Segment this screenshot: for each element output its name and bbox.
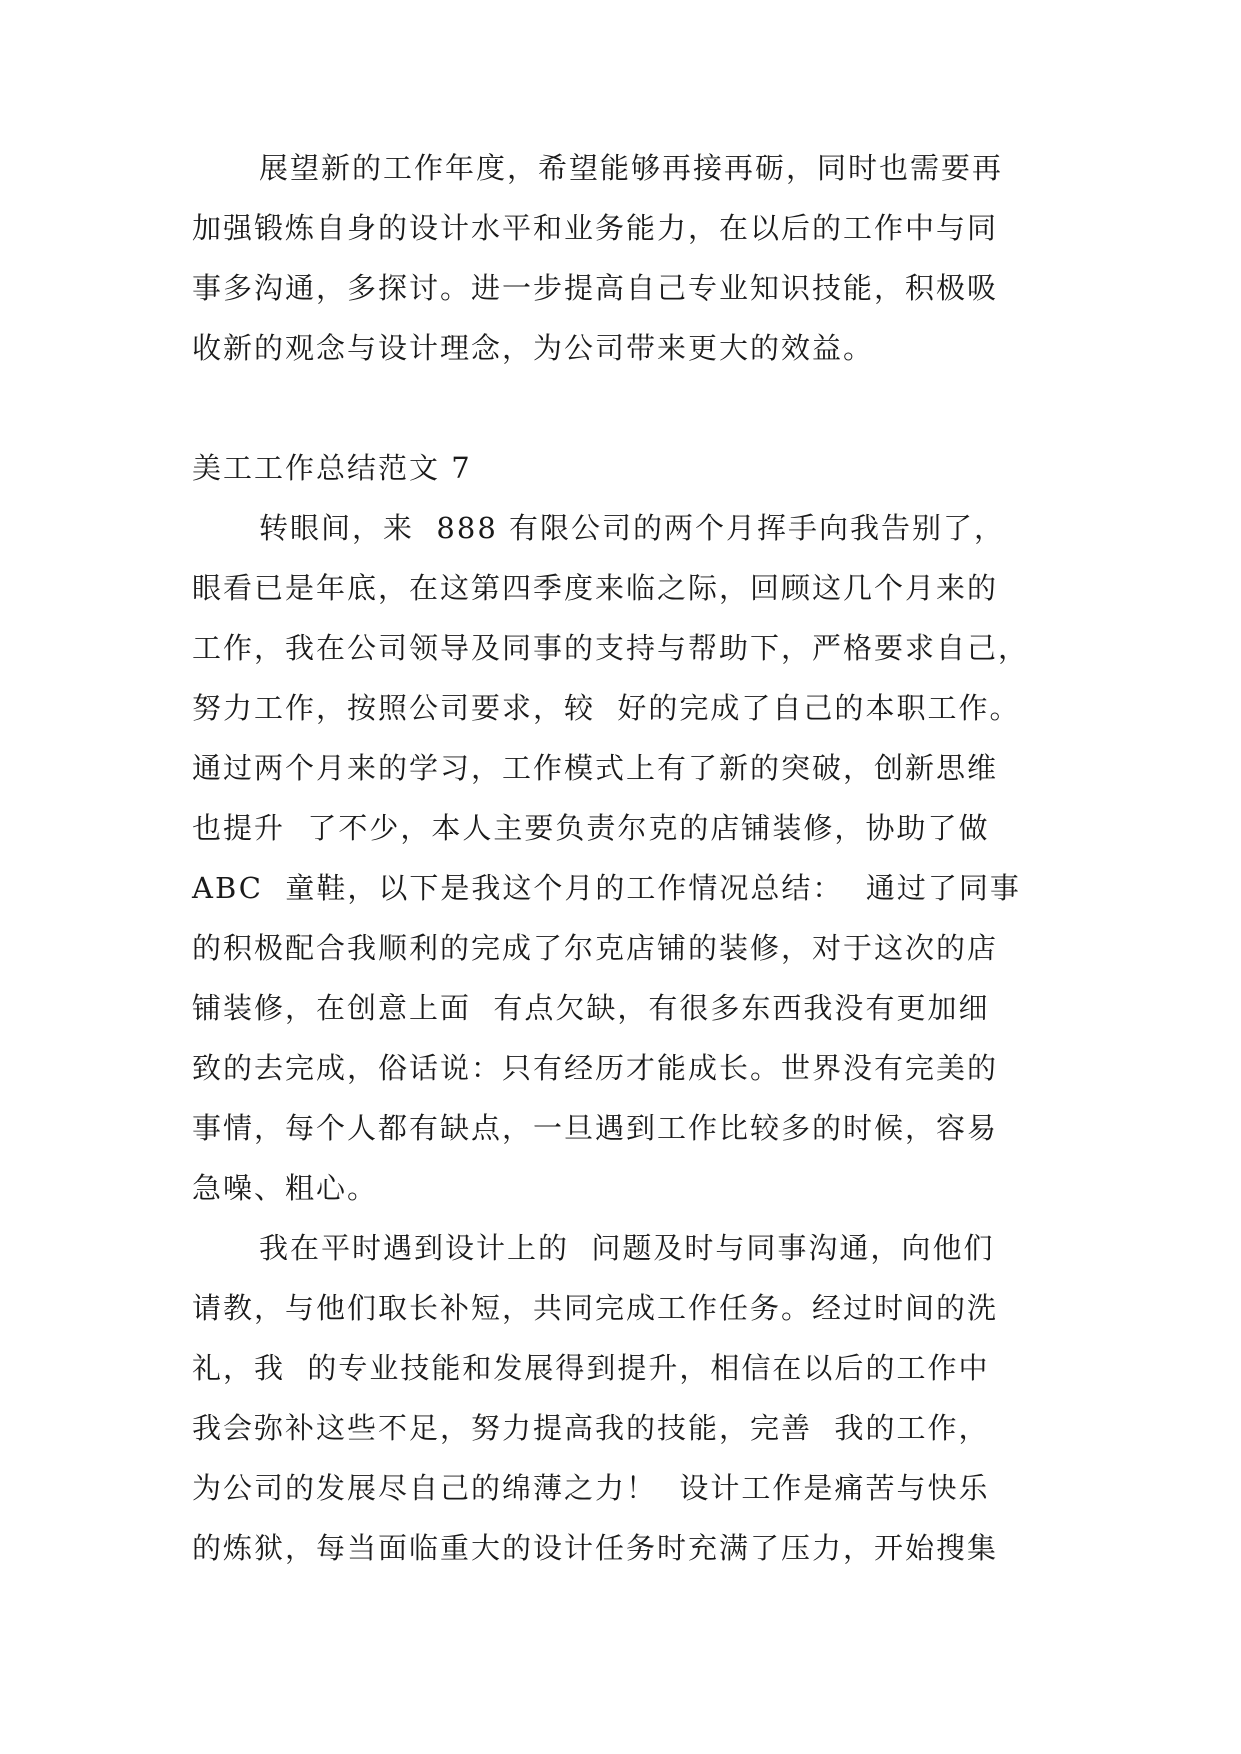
paragraph-3-line: 我会弥补这些不足，努力提高我的技能，完善 我的工作， [192,1411,990,1445]
paragraph-2-line: 眼看已是年底，在这第四季度来临之际，回顾这几个月来的 [192,571,999,605]
paragraph-1-line: 收新的观念与设计理念，为公司带来更大的效益。 [192,331,875,365]
paragraph-2-line: 致的去完成，俗话说：只有经历才能成长。世界没有完美的 [192,1051,999,1085]
paragraph-2-line: 的积极配合我顺利的完成了尔克店铺的装修，对于这次的店 [192,931,999,965]
paragraph-3-line: 礼，我 的专业技能和发展得到提升，相信在以后的工作中 [192,1351,990,1385]
paragraph-2-line: 也提升 了不少，本人主要负责尔克的店铺装修，协助了做 [192,811,990,845]
paragraph-3-line: 为公司的发展尽自己的绵薄之力！ 设计工作是痛苦与快乐 [192,1471,990,1505]
paragraph-2-line: ABC 童鞋，以下是我这个月的工作情况总结： 通过了同事 [192,871,1021,905]
paragraph-1-line: 加强锻炼自身的设计水平和业务能力，在以后的工作中与同 [192,211,999,245]
paragraph-2-line: 努力工作，按照公司要求，较 好的完成了自己的本职工作。 [192,691,1021,725]
section-heading: 美工工作总结范文 7 [192,451,472,485]
paragraph-2-line: 通过两个月来的学习，工作模式上有了新的突破，创新思维 [192,751,999,785]
paragraph-2-line: 工作，我在公司领导及同事的支持与帮助下，严格要求自己， [192,631,1030,665]
paragraph-1-line: 展望新的工作年度，希望能够再接再砺，同时也需要再 [259,151,1004,185]
paragraph-2-line: 事情，每个人都有缺点，一旦遇到工作比较多的时候，容易 [192,1111,999,1145]
paragraph-2-line: 转眼间，来 888 有限公司的两个月挥手向我告别了， [259,511,1006,545]
paragraph-2-line: 急噪、粗心。 [192,1171,379,1205]
paragraph-1-line: 事多沟通，多探讨。进一步提高自己专业知识技能，积极吸 [192,271,999,305]
paragraph-2-line: 铺装修，在创意上面 有点欠缺，有很多东西我没有更加细 [192,991,990,1025]
paragraph-3-line: 我在平时遇到设计上的 问题及时与同事沟通，向他们 [259,1231,995,1265]
paragraph-3-line: 请教，与他们取长补短，共同完成工作任务。经过时间的洗 [192,1291,999,1325]
paragraph-3-line: 的炼狱，每当面临重大的设计任务时充满了压力，开始搜集 [192,1531,999,1565]
